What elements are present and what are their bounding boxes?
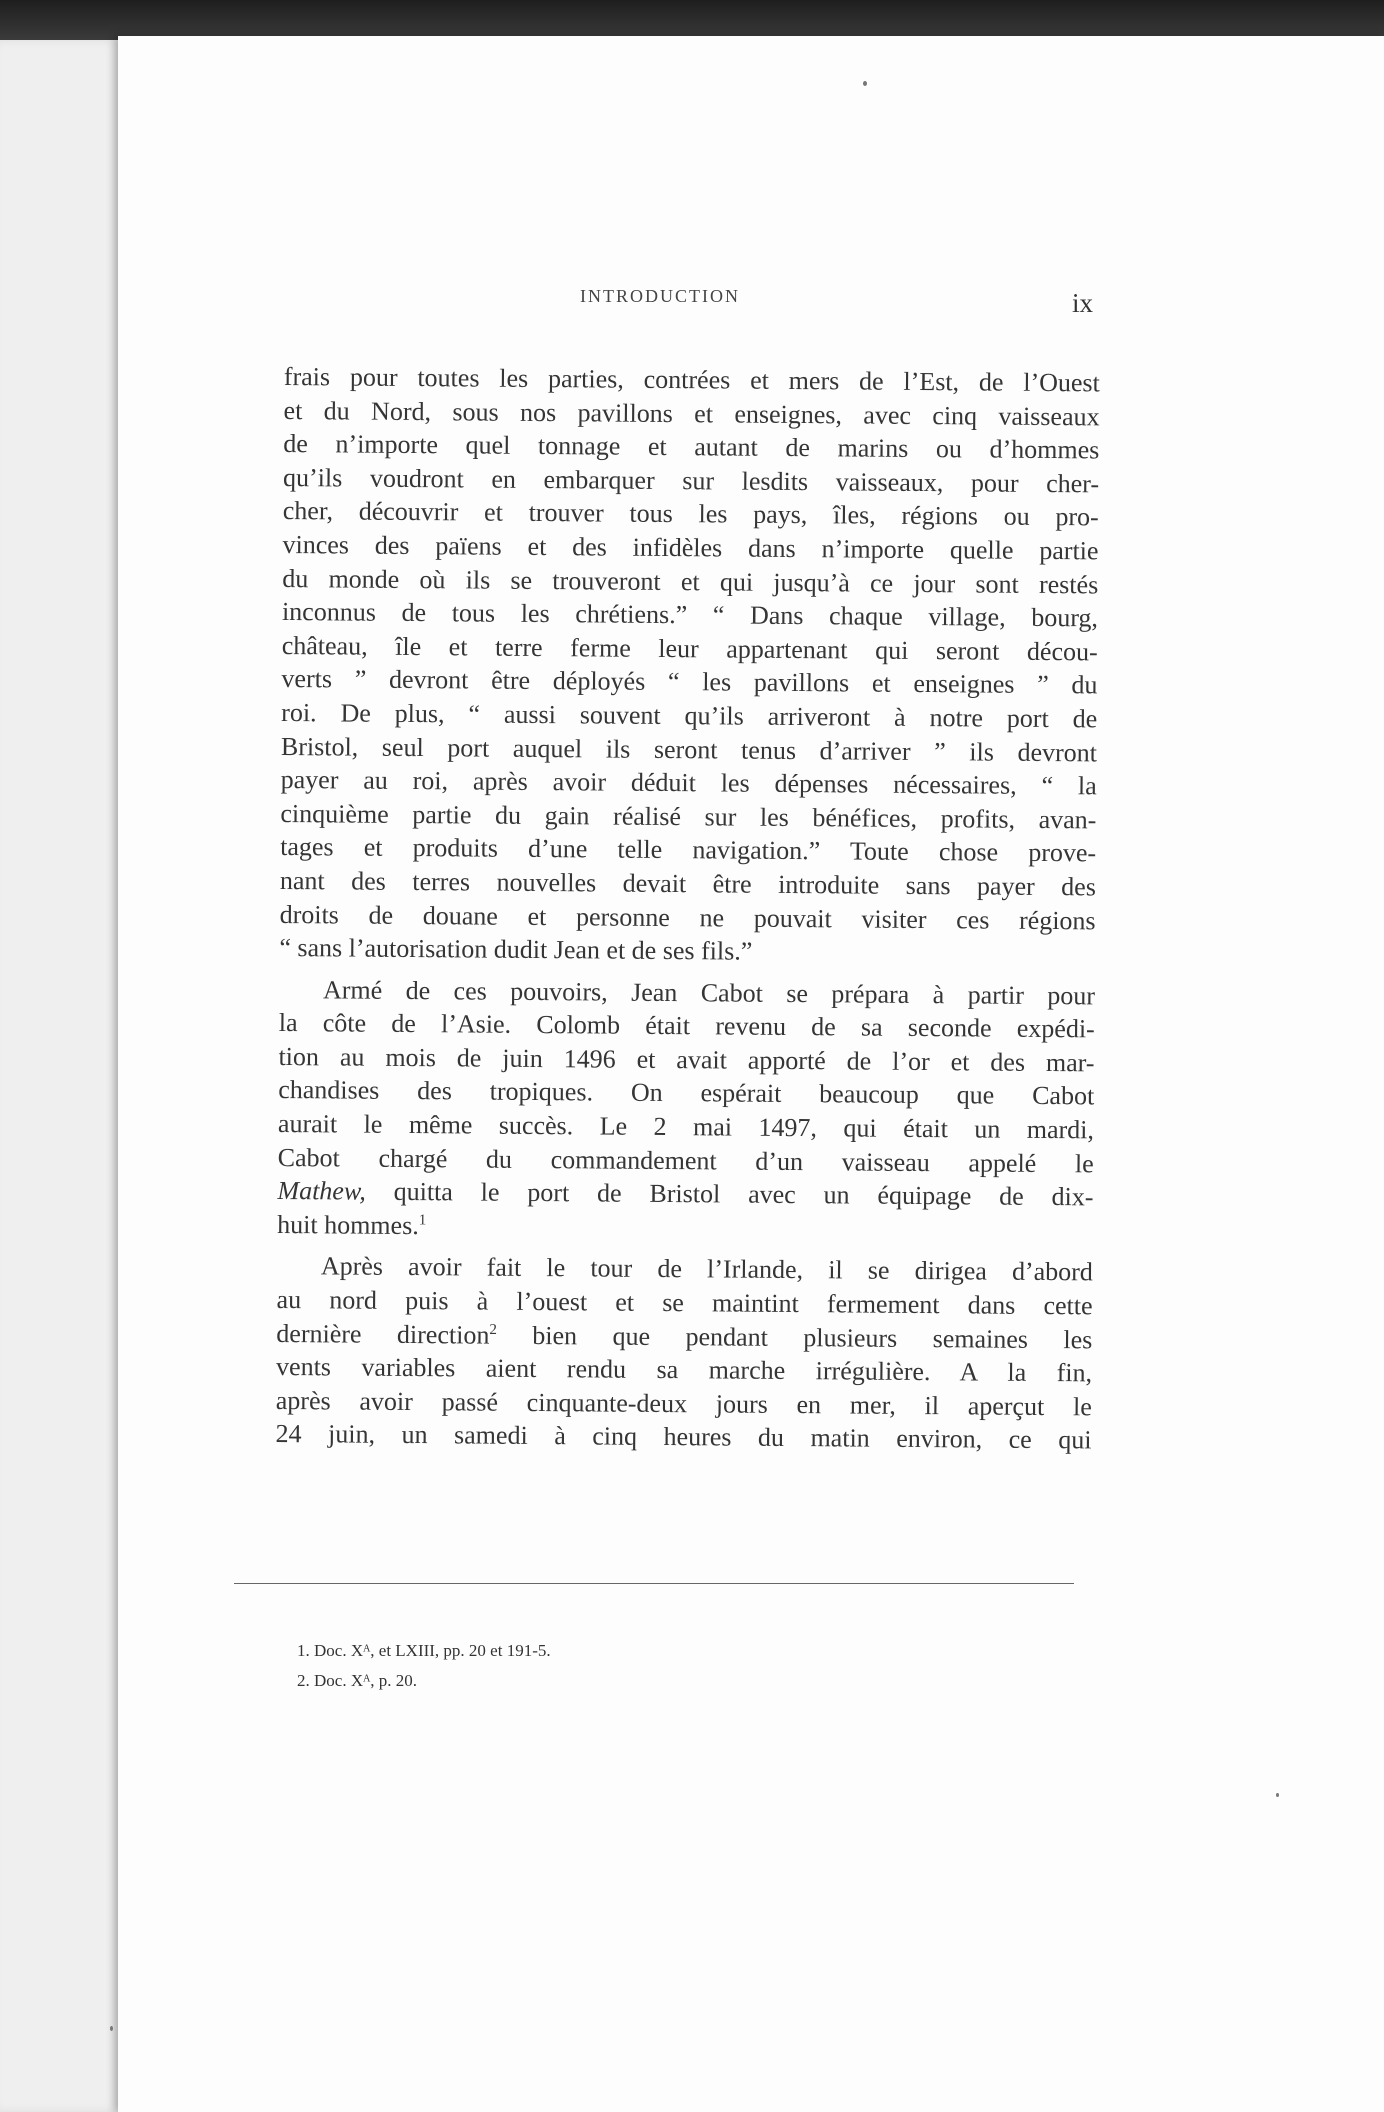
footnotes xyxy=(297,1636,551,1696)
ship-name: Mathew, xyxy=(277,1176,366,1206)
text-line: tion au mois de juin 1496 et avait apporté de l’or et des mar- xyxy=(278,1041,1095,1078)
text-line: qu’ils voudront en embarquer sur lesdits vaisseaux, pour cher- xyxy=(282,462,1100,499)
text-span: bien que pendant plusieurs semaines les xyxy=(496,1320,1093,1355)
text-line: Cabot chargé du commandement d’un vaisseau appelé le xyxy=(277,1142,1094,1179)
running-head: INTRODUCTION xyxy=(580,286,740,306)
text-line: cinquième partie du gain réalisé sur les bénéfices, profits, avan- xyxy=(280,798,1097,835)
text-span: dernière direction xyxy=(276,1318,490,1350)
paragraph-1 xyxy=(279,360,1100,971)
speck xyxy=(110,2026,113,2031)
text-line: du monde où ils se trouveront et qui jusqu’à ce jour sont restés xyxy=(282,563,1099,599)
speck xyxy=(863,81,867,86)
text-line: aurait le même succès. Le 2 mai 1497, qui était un mardi, xyxy=(277,1109,1095,1145)
text-line: et du Nord, sous nos pavillons et enseignes, avec cinq vaisseaux xyxy=(283,395,1100,432)
footnote-1: 1. Doc. Xᴬ, et LXIII, pp. 20 et 191-5. xyxy=(297,1641,551,1660)
text-line: tages et produits d’une telle navigation.” Toute chose prove- xyxy=(280,832,1097,868)
text-line: Armé de ces pouvoirs, Jean Cabot se prépara à partir pour xyxy=(322,975,1096,1011)
text-line: “ sans l’autorisation dudit Jean et de ses fils.” xyxy=(279,933,753,966)
text-line: de n’importe quel tonnage et autant de marins ou d’hommes xyxy=(283,429,1100,465)
text-line: chandises des tropiques. On espérait beaucoup que Cabot xyxy=(278,1075,1095,1111)
text-line: cher, découvrir et trouver tous les pays, îles, régions ou pro- xyxy=(282,496,1099,532)
text-line: château, île et terre ferme leur appartenant qui seront décou- xyxy=(281,630,1098,667)
text-line: après avoir passé cinquante-deux jours en mer, il aperçut le xyxy=(275,1385,1092,1422)
footnote-divider xyxy=(234,1583,1074,1584)
speck xyxy=(1276,1793,1279,1797)
paragraph-2 xyxy=(277,973,1095,1248)
text-line: verts ” devront être déployés “ les pavillons et enseignes ” du xyxy=(281,664,1098,700)
text-line: Après avoir fait le tour de l’Irlande, il se dirigea d’abord xyxy=(320,1251,1093,1287)
text-line: vinces des païens et des infidèles dans n’importe quelle partie xyxy=(282,529,1099,566)
text-line: la côte de l’Asie. Colomb était revenu de sa seconde expédi- xyxy=(278,1008,1095,1044)
text-line: nant des terres nouvelles devait être introduite sans payer des xyxy=(279,865,1097,902)
text-line: au nord puis à l’ouest et se maintint fermement dans cette xyxy=(276,1285,1093,1321)
text-line: roi. De plus, “ aussi souvent qu’ils arriveront à notre port de xyxy=(281,697,1098,734)
text-line: frais pour toutes les parties, contrées et mers de l’Est, de l’Ouest xyxy=(283,361,1100,398)
body-text xyxy=(275,360,1100,1457)
text-span: quitta le port de Bristol avec un équipage de dix- xyxy=(365,1176,1094,1212)
footnote-ref[interactable]: 1 xyxy=(418,1212,427,1229)
paragraph-3 xyxy=(275,1249,1093,1457)
facing-page-edge xyxy=(0,40,122,2112)
text-line: Bristol, seul port auquel ils seront tenus d’arriver ” ils devront xyxy=(280,731,1098,767)
footnote-2: 2. Doc. Xᴬ, p. 20. xyxy=(297,1671,418,1690)
text-line: droits de douane et personne ne pouvait visiter ces régions xyxy=(279,899,1096,935)
page-number: ix xyxy=(1072,288,1094,318)
text-span: huit hommes. xyxy=(277,1209,419,1240)
footnote-ref[interactable]: 2 xyxy=(489,1321,498,1338)
text-line xyxy=(277,1208,1093,1248)
text-line: 24 juin, un samedi à cinq heures du matin environ, ce qui xyxy=(275,1419,1092,1455)
text-line: payer au roi, après avoir déduit les dépenses nécessaires, “ la xyxy=(280,765,1097,801)
text-line: vents variables aient rendu sa marche irrégulière. A la fin, xyxy=(275,1352,1093,1388)
text-line: inconnus de tous les chrétiens.” “ Dans chaque village, bourg, xyxy=(281,597,1099,633)
